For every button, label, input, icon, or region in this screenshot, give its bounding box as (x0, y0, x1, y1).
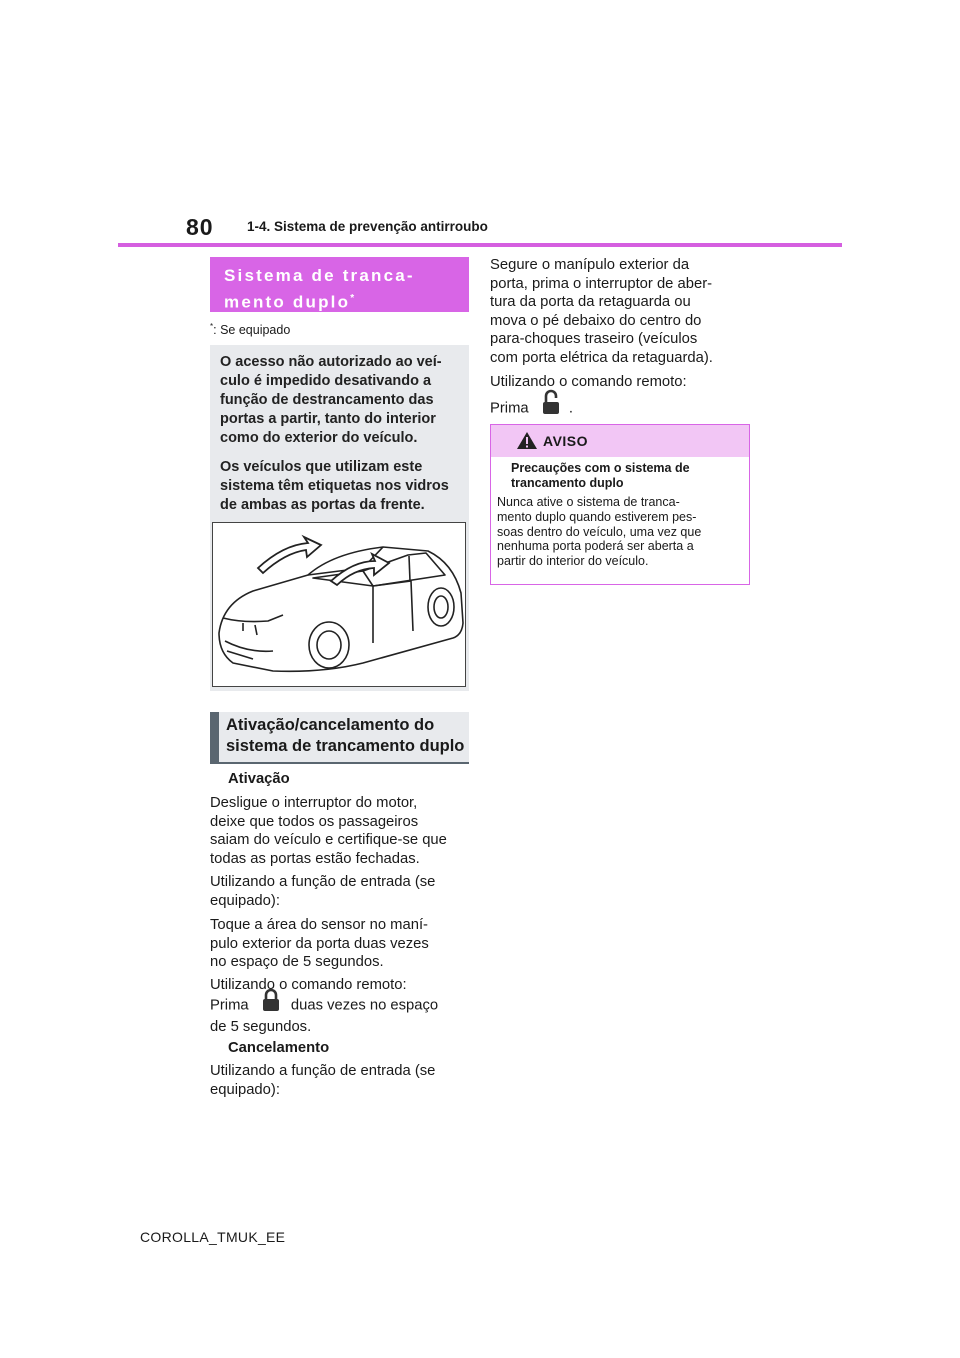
title-line-1: Sistema de tranca- (224, 266, 415, 285)
cancel-label: Cancelamento (228, 1040, 330, 1056)
activation-label: Ativação (228, 771, 290, 787)
right-remote-label: Utilizando o comando remoto: (490, 374, 687, 390)
header-rule (118, 243, 842, 247)
activation-instructions: Desligue o interruptor do motor, deixe que todos os passageiros saiam do veículo e certifique-se que todas as portas estão fechadas. (210, 795, 447, 867)
summary-paragraph-2: Os veículos que utilizam este sistema têm etiquetas nos vidros de ambas as portas da frente. (220, 459, 449, 513)
document-code: COROLLA_TMUK_EE (140, 1229, 286, 1245)
touch-sensor-instructions: Toque a área do sensor no maní- pulo exterior da porta duas vezes no espaço de 5 segundos. (210, 917, 429, 970)
footnote: *: Se equipado (210, 322, 291, 338)
unlock-icon (541, 389, 561, 421)
warning-box (490, 424, 750, 585)
remote-label: Utilizando o comando remoto: (210, 977, 407, 993)
warning-subtitle: Precauções com o sistema de trancamento duplo (511, 461, 690, 490)
warning-icon (516, 431, 538, 455)
cancel-entry-label: Utilizando a função de entrada (se equipado): (210, 1063, 436, 1098)
grab-handle-instructions: Segure o manípulo exterior da porta, prima o interruptor de aber- tura da porta da retaguarda ou mova o pé debaixo do centro do para-choques traseiro (veículos com porta elétrica da retaguarda). (490, 257, 713, 366)
page-number: 80 (186, 214, 214, 240)
section-title (210, 257, 469, 312)
entry-function-label: Utilizando a função de entrada (se equipado): (210, 874, 436, 909)
summary-paragraph-1: O acesso não autorizado ao veí- culo é impedido desativando a função de destrancamento das portas a partir, tanto do interior como do exterior do veículo. (220, 354, 442, 446)
title-footnote-mark: * (350, 293, 355, 304)
warning-header (491, 425, 749, 457)
section-heading: 1-4. Sistema de prevenção antirroubo (247, 219, 488, 234)
lock-icon (261, 988, 281, 1018)
warning-title: AVISO (543, 433, 589, 449)
press-unlock-instruction: Prima . (490, 397, 573, 421)
press-lock-instruction: Prima duas vezes no espaço de 5 segundos. (210, 994, 438, 1036)
subsection-heading: Ativação/cancelamento do sistema de trancamento duplo (210, 712, 469, 764)
title-line-2: mento duplo (224, 292, 351, 312)
summary-box (210, 345, 469, 691)
car-illustration (212, 522, 466, 687)
warning-text: Nunca ative o sistema de tranca- mento duplo quando estiverem pes- soas dentro do veículo, uma vez que nenhuma porta poderá ser aberta a partir do interior do veículo. (497, 495, 702, 569)
